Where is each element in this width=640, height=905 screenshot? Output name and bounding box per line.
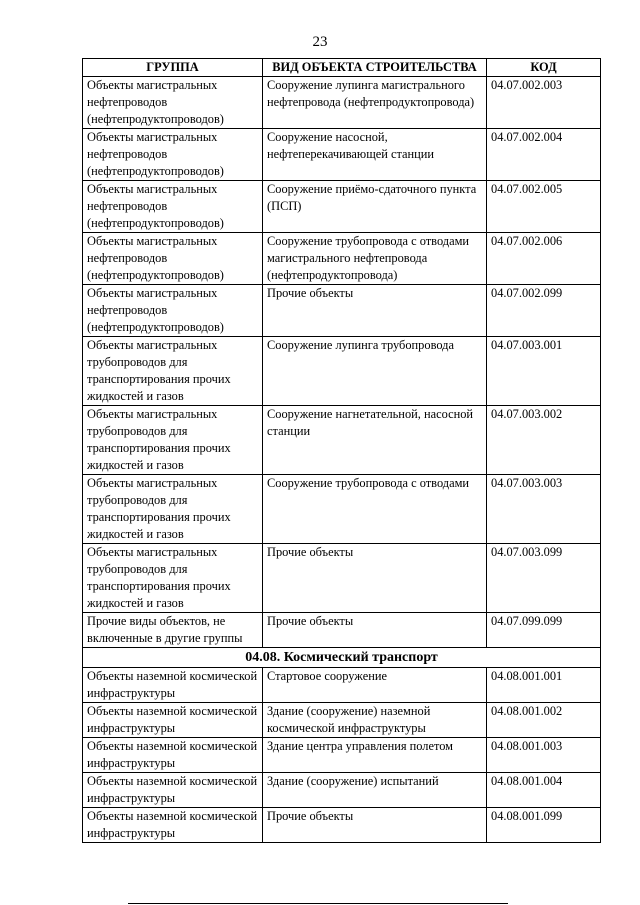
cell-group: Прочие виды объектов, не включенные в другие группы — [83, 613, 263, 648]
header-group: ГРУППА — [83, 59, 263, 77]
cell-group: Объекты наземной космической инфраструктуры — [83, 773, 263, 808]
cell-code: 04.07.003.099 — [487, 544, 601, 613]
cell-group: Объекты магистральных нефтепроводов (нефтепродуктопроводов) — [83, 233, 263, 285]
header-object-type: ВИД ОБЪЕКТА СТРОИТЕЛЬСТВА — [263, 59, 487, 77]
cell-object-type: Сооружение лупинга трубопровода — [263, 337, 487, 406]
page-number: 23 — [312, 34, 328, 50]
cell-group: Объекты наземной космической инфраструктуры — [83, 668, 263, 703]
cell-code: 04.08.001.001 — [487, 668, 601, 703]
cell-code: 04.07.002.099 — [487, 285, 601, 337]
table-row — [83, 77, 601, 129]
table-row — [83, 285, 601, 337]
cell-object-type: Здание (сооружение) испытаний — [263, 773, 487, 808]
table-header-row — [83, 59, 601, 77]
cell-object-type: Сооружение трубопровода с отводами — [263, 475, 487, 544]
cell-object-type: Здание центра управления полетом — [263, 738, 487, 773]
table-row — [83, 475, 601, 544]
table-row — [83, 406, 601, 475]
cell-code: 04.08.001.002 — [487, 703, 601, 738]
classification-table — [82, 58, 601, 843]
cell-object-type: Сооружение лупинга магистрального нефтепровода (нефтепродуктопровода) — [263, 77, 487, 129]
table-row — [83, 181, 601, 233]
cell-object-type: Прочие объекты — [263, 544, 487, 613]
table-row — [83, 129, 601, 181]
cell-code: 04.08.001.003 — [487, 738, 601, 773]
cell-group: Объекты магистральных нефтепроводов (нефтепродуктопроводов) — [83, 285, 263, 337]
cell-object-type: Стартовое сооружение — [263, 668, 487, 703]
table-row — [83, 668, 601, 703]
scan-edge-line — [128, 903, 508, 904]
cell-group: Объекты магистральных трубопроводов для транспортирования прочих жидкостей и газов — [83, 406, 263, 475]
cell-code: 04.08.001.099 — [487, 808, 601, 843]
cell-group: Объекты магистральных трубопроводов для транспортирования прочих жидкостей и газов — [83, 475, 263, 544]
cell-group: Объекты магистральных трубопроводов для транспортирования прочих жидкостей и газов — [83, 544, 263, 613]
cell-object-type: Сооружение трубопровода с отводами магистрального нефтепровода (нефтепродуктопровода) — [263, 233, 487, 285]
cell-object-type: Сооружение приёмо-сдаточного пункта (ПСП) — [263, 181, 487, 233]
cell-group: Объекты наземной космической инфраструктуры — [83, 808, 263, 843]
cell-group: Объекты магистральных трубопроводов для транспортирования прочих жидкостей и газов — [83, 337, 263, 406]
header-code: КОД — [487, 59, 601, 77]
cell-code: 04.07.002.005 — [487, 181, 601, 233]
section-header-row — [83, 648, 601, 668]
cell-code: 04.07.002.004 — [487, 129, 601, 181]
cell-group: Объекты наземной космической инфраструктуры — [83, 738, 263, 773]
table-row — [83, 773, 601, 808]
cell-code: 04.07.002.006 — [487, 233, 601, 285]
cell-object-type: Сооружение насосной, нефтеперекачивающей станции — [263, 129, 487, 181]
table-row — [83, 738, 601, 773]
table-row — [83, 808, 601, 843]
cell-group: Объекты магистральных нефтепроводов (нефтепродуктопроводов) — [83, 181, 263, 233]
section-title: 04.08. Космический транспорт — [83, 648, 601, 668]
cell-object-type: Здание (сооружение) наземной космической инфраструктуры — [263, 703, 487, 738]
table-row — [83, 703, 601, 738]
cell-group: Объекты магистральных нефтепроводов (нефтепродуктопроводов) — [83, 77, 263, 129]
cell-object-type: Прочие объекты — [263, 285, 487, 337]
cell-code: 04.07.002.003 — [487, 77, 601, 129]
cell-object-type: Сооружение нагнетательной, насосной станции — [263, 406, 487, 475]
cell-code: 04.07.003.003 — [487, 475, 601, 544]
cell-object-type: Прочие объекты — [263, 808, 487, 843]
cell-group: Объекты наземной космической инфраструктуры — [83, 703, 263, 738]
cell-code: 04.07.099.099 — [487, 613, 601, 648]
cell-code: 04.07.003.001 — [487, 337, 601, 406]
table-row — [83, 337, 601, 406]
table-row — [83, 613, 601, 648]
cell-code: 04.07.003.002 — [487, 406, 601, 475]
table-row — [83, 544, 601, 613]
cell-code: 04.08.001.004 — [487, 773, 601, 808]
cell-group: Объекты магистральных нефтепроводов (нефтепродуктопроводов) — [83, 129, 263, 181]
cell-object-type: Прочие объекты — [263, 613, 487, 648]
table-row — [83, 233, 601, 285]
